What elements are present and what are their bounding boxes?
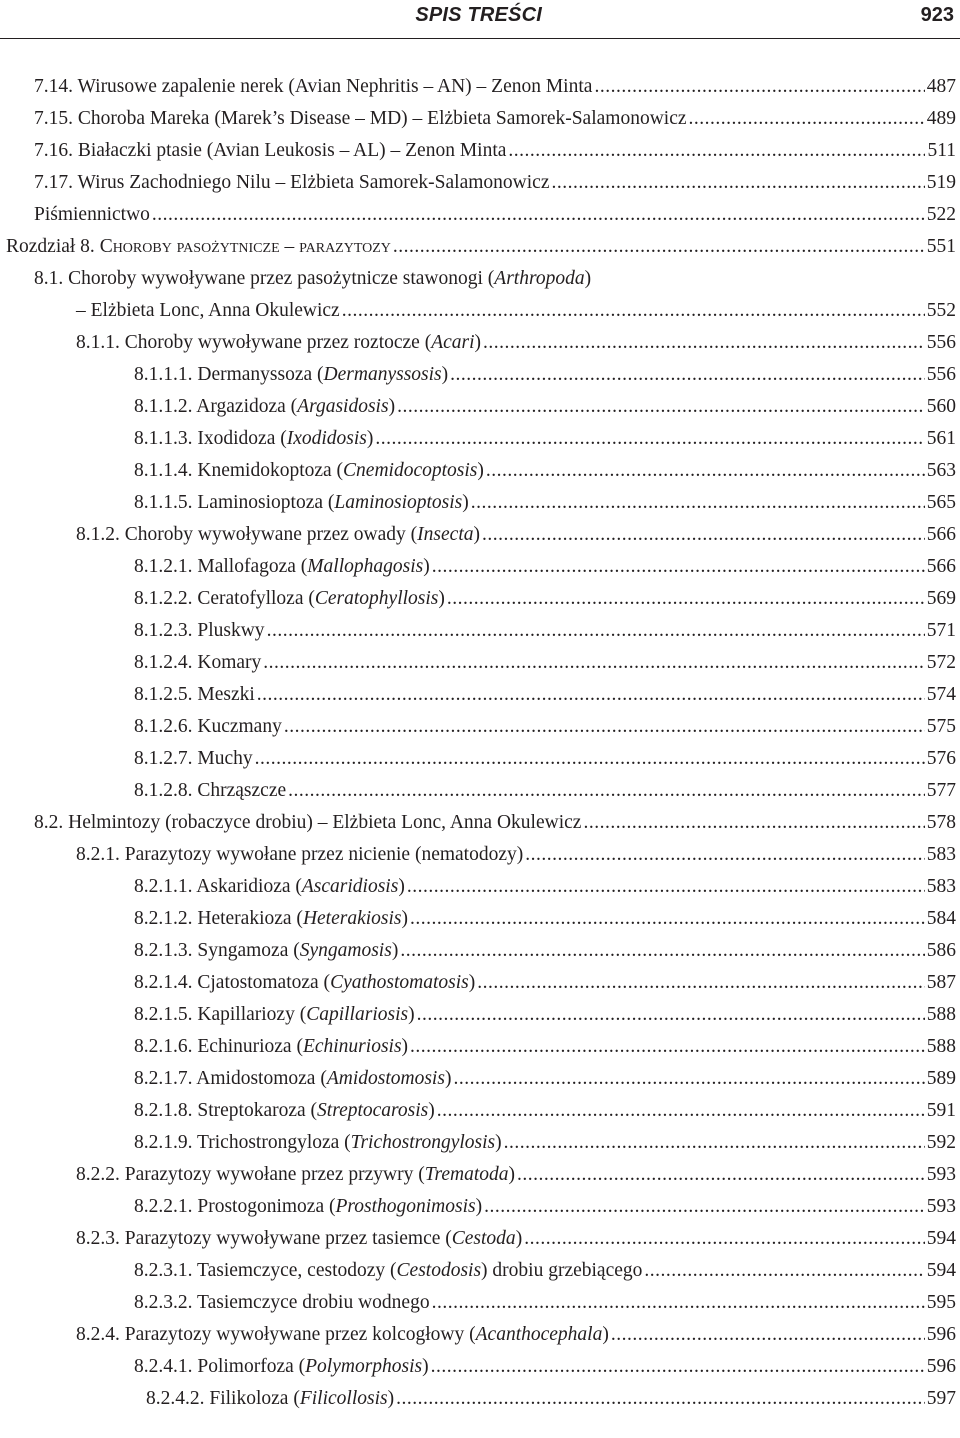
toc-entry-text: 8.2.1.9. Trichostrongyloza (: [134, 1132, 351, 1153]
toc-entry-latin-name: Polymorphosis: [305, 1356, 423, 1377]
toc-entry-text: ) drobiu grzebiącego: [481, 1260, 643, 1281]
toc-leader-dots: [284, 713, 925, 741]
toc-entry-text: ): [495, 1132, 502, 1153]
header-page-number: 923: [920, 4, 954, 26]
toc-page-number: 566: [926, 556, 956, 577]
toc-entry-text: 8.2.4. Parazytozy wywoływane przez kolcogłowy (: [76, 1324, 476, 1345]
toc-page-number: 560: [926, 396, 956, 417]
toc-entry-text: 8.1.2.7. Muchy: [134, 748, 253, 769]
toc-page-number: 596: [926, 1324, 956, 1345]
toc-entry[interactable]: [134, 905, 956, 933]
toc-entry[interactable]: [134, 1257, 956, 1285]
toc-entry[interactable]: [34, 137, 956, 165]
toc-entry-text: 8.2.1.1. Askaridioza (: [134, 876, 302, 897]
toc-leader-dots: [397, 393, 925, 421]
toc-entry-text: 8.1.2.3. Pluskwy: [134, 620, 265, 641]
toc-entry-text: 7.17. Wirus Zachodniego Nilu – Elżbieta Samorek-Salamonowicz: [34, 172, 550, 193]
toc-entry-title: [134, 361, 448, 389]
toc-entry[interactable]: [134, 1001, 956, 1029]
toc-leader-dots: [453, 1065, 924, 1093]
toc-leader-dots: [583, 809, 924, 837]
toc-page-number: 569: [926, 588, 956, 609]
toc-entry-text: ): [423, 556, 430, 577]
toc-page-number: 511: [927, 140, 956, 161]
toc-entry[interactable]: [134, 777, 956, 805]
toc-leader-dots: [288, 777, 925, 805]
toc-entry-text: 8.1.2.6. Kuczmany: [134, 716, 282, 737]
toc-entry-title: [134, 1289, 430, 1317]
toc-entry-title: [134, 681, 255, 709]
toc-entry-latin-name: Capillariosis: [306, 1004, 409, 1025]
toc-leader-dots: [152, 201, 925, 229]
toc-entry[interactable]: [134, 1097, 956, 1125]
toc-page-number: 489: [926, 108, 956, 129]
toc-entry-title: [134, 1193, 482, 1221]
toc-entry-text: ): [474, 332, 482, 353]
toc-page-number: 591: [926, 1100, 956, 1121]
toc-entry-text: 8.2.4.1. Polimorfoza (: [134, 1356, 306, 1377]
toc-leader-dots: [255, 745, 925, 773]
toc-entry-title: [134, 617, 265, 645]
toc-entry[interactable]: [76, 521, 956, 549]
toc-page-number: 584: [926, 908, 956, 929]
toc-entry-text: 8.1.1. Choroby wywoływane przez roztocze (: [76, 332, 432, 353]
toc-entry-text: 8.1.2.4. Komary: [134, 652, 262, 673]
toc-entry[interactable]: [134, 937, 956, 965]
toc-entry-latin-name: Cnemidocoptosis: [343, 460, 478, 481]
toc-entry-title: [34, 105, 687, 133]
toc-entry-text: ): [584, 268, 592, 289]
toc-page-number: 563: [926, 460, 956, 481]
toc-page-number: 583: [926, 844, 956, 865]
toc-entry-latin-name: Trichostrongylosis: [350, 1132, 496, 1153]
toc-entry-text: 8.1. Choroby wywoływane przez pasożytnicze stawonogi (: [34, 268, 495, 289]
toc-leader-dots: [525, 841, 925, 869]
toc-entry-text: 8.2. Helmintozy (robaczyce drobiu) – Elżbieta Lonc, Anna Okulewicz: [34, 812, 582, 833]
toc-page-number: 577: [926, 780, 956, 801]
toc-entry-title: [134, 1353, 429, 1381]
toc-page-number: 588: [926, 1004, 956, 1025]
toc-entry[interactable]: [6, 233, 956, 261]
toc-entry-title: [134, 713, 282, 741]
toc-page-number: 576: [926, 748, 956, 769]
toc-entry[interactable]: [76, 841, 956, 869]
toc-entry-text: Rozdział 8.: [6, 236, 100, 257]
toc-entry-title: [34, 137, 506, 165]
toc-leader-dots: [447, 585, 925, 613]
toc-page-number: 572: [926, 652, 956, 673]
toc-entry-latin-name: Argasidosis: [297, 396, 389, 417]
toc-entry[interactable]: [134, 969, 956, 997]
toc-leader-dots: [508, 137, 925, 165]
toc-entry[interactable]: [34, 73, 956, 101]
toc-page-number: 587: [926, 972, 956, 993]
toc-leader-dots: [432, 1289, 925, 1317]
toc-entry-text: ): [401, 1036, 409, 1057]
toc-page-number: 522: [926, 204, 956, 225]
toc-leader-dots: [486, 457, 925, 485]
toc-entry-text: ): [477, 460, 484, 481]
toc-leader-dots: [477, 969, 925, 997]
toc-entry-text: Choroby pasożytnicze – parazytozy: [99, 236, 391, 257]
toc-page-number: 575: [926, 716, 956, 737]
toc-entry-text: – Elżbieta Lonc, Anna Okulewicz: [76, 300, 340, 321]
toc-page-number: 571: [926, 620, 956, 641]
toc-entry-text: 8.1.1.1. Dermanyssoza (: [134, 364, 324, 385]
toc-page-number: 592: [926, 1132, 956, 1153]
toc-entry-title: [76, 297, 340, 325]
toc-entry-title: [134, 649, 261, 677]
toc-leader-dots: [432, 553, 925, 581]
toc-page-number: 595: [926, 1292, 956, 1313]
toc-entry-text: ): [515, 1228, 523, 1249]
toc-entry-title: [134, 777, 286, 805]
toc-entry-title: [146, 1385, 394, 1413]
toc-entry[interactable]: [134, 1129, 956, 1157]
toc-entry-title: [134, 553, 430, 581]
toc-leader-dots: [611, 1321, 925, 1349]
toc-entry-text: 8.2.2.1. Prostogonimoza (: [134, 1196, 336, 1217]
toc-entry-latin-name: Insecta: [417, 524, 474, 545]
toc-leader-dots: [400, 937, 924, 965]
toc-page-number: 593: [926, 1196, 956, 1217]
toc-leader-dots: [524, 1225, 925, 1253]
toc-page-number: 566: [926, 524, 956, 545]
toc-entry[interactable]: [76, 1225, 956, 1253]
toc-entry-text: 8.2.1.6. Echinurioza (: [134, 1036, 303, 1057]
toc-entry-title: [34, 169, 549, 197]
toc-entry-latin-name: Prosthogonimosis: [335, 1196, 476, 1217]
toc-entry-text: ): [387, 1388, 395, 1409]
header-title: SPIS TREŚCI: [415, 4, 542, 26]
toc-page-number: 565: [926, 492, 956, 513]
toc-entry-latin-name: Acari: [431, 332, 475, 353]
toc-entry-title: [134, 425, 373, 453]
toc-entry-text: ): [468, 972, 476, 993]
toc-entry-text: Piśmiennictwo: [34, 204, 150, 225]
toc-entry-text: 8.1.2. Choroby wywoływane przez owady (: [76, 524, 418, 545]
toc-entry-title: [76, 329, 481, 357]
toc-entry-text: ): [388, 396, 396, 417]
toc-leader-dots: [257, 681, 925, 709]
toc-page-number: 578: [926, 812, 956, 833]
toc-entry-text: 8.2.1.5. Kapillariozy (: [134, 1004, 307, 1025]
toc-page-number: 593: [926, 1164, 956, 1185]
toc-entry-text: 8.1.1.3. Ixodidoza (: [134, 428, 287, 449]
toc-entry[interactable]: [134, 1193, 956, 1221]
toc-leader-dots: [393, 233, 925, 261]
toc-entry-text: 8.2.1. Parazytozy wywołane przez nicienie (nematodozy): [76, 844, 524, 865]
toc-entry-latin-name: Arthropoda: [494, 268, 585, 289]
toc-entry-latin-name: Dermanyssosis: [323, 364, 442, 385]
toc-entry-text: ): [398, 876, 405, 897]
toc-entry[interactable]: [34, 265, 591, 293]
toc-entry[interactable]: [134, 457, 956, 485]
toc-entry-latin-name: Cestodosis: [396, 1260, 482, 1281]
toc-entry-title: [134, 745, 253, 773]
toc-entry-title: [34, 201, 150, 229]
toc-entry[interactable]: [134, 585, 956, 613]
toc-entry[interactable]: [76, 1321, 956, 1349]
toc-leader-dots: [450, 361, 925, 389]
toc-leader-dots: [267, 617, 925, 645]
toc-entry[interactable]: [134, 745, 956, 773]
toc-entry-text: 8.1.1.4. Knemidokoptoza (: [134, 460, 344, 481]
toc-entry[interactable]: [76, 1161, 956, 1189]
toc-entry-latin-name: Cestoda: [451, 1228, 516, 1249]
toc-entry-latin-name: Echinuriosis: [302, 1036, 402, 1057]
toc-entry-latin-name: Syngamosis: [299, 940, 392, 961]
toc-entry-text: 8.2.1.7. Amidostomoza (: [134, 1068, 327, 1089]
toc-leader-dots: [594, 73, 924, 101]
toc-entry[interactable]: [134, 361, 956, 389]
toc-entry[interactable]: [34, 201, 956, 229]
toc-entry[interactable]: [134, 489, 956, 517]
toc-entry-title: [134, 905, 408, 933]
toc-entry-text: 8.2.3. Parazytozy wywoływane przez tasiemce (: [76, 1228, 452, 1249]
toc-entry-latin-name: Cyathostomatosis: [330, 972, 469, 993]
toc-entry-text: 7.16. Białaczki ptasie (Avian Leukosis – AL) – Zenon Minta: [34, 140, 507, 161]
toc-leader-dots: [689, 105, 925, 133]
toc-entry-text: 8.2.3.1. Tasiemczyce, cestodozy (: [134, 1260, 397, 1281]
toc-entry[interactable]: [146, 1385, 956, 1413]
toc-entry-text: 8.1.2.1. Mallofagoza (: [134, 556, 308, 577]
toc-page-number: 588: [926, 1036, 956, 1057]
toc-entry-title: [76, 521, 480, 549]
toc-page-number: 552: [926, 300, 956, 321]
toc-page-number: 551: [926, 236, 956, 257]
toc-page-number: 596: [926, 1356, 956, 1377]
toc-entry[interactable]: [134, 617, 956, 645]
toc-leader-dots: [471, 489, 925, 517]
toc-entry-title: [76, 1225, 522, 1253]
toc-entry-latin-name: Ceratophyllosis: [314, 588, 439, 609]
toc-leader-dots: [644, 1257, 924, 1285]
toc-entry-text: ): [428, 1100, 435, 1121]
toc-leader-dots: [551, 169, 924, 197]
toc-entry-text: ): [391, 940, 399, 961]
toc-entry-title: [134, 1097, 435, 1125]
toc-entry[interactable]: [134, 649, 956, 677]
toc-page-number: 583: [926, 876, 956, 897]
toc-entry-text: ): [462, 492, 469, 513]
toc-entry-title: [134, 937, 398, 965]
toc-entry-text: 8.2.4.2. Filikoloza (: [146, 1388, 300, 1409]
toc-entry-text: 8.1.2.8. Chrząszcze: [134, 780, 287, 801]
toc-leader-dots: [482, 521, 925, 549]
toc-entry-text: 7.15. Choroba Mareka (Marek’s Disease – MD) – Elżbieta Samorek-Salamonowicz: [34, 108, 687, 129]
toc-entry[interactable]: [34, 105, 956, 133]
toc-entry-text: ): [602, 1324, 609, 1345]
toc-entry-text: 8.1.2.2. Ceratofylloza (: [134, 588, 315, 609]
toc-entry-text: ): [475, 1196, 483, 1217]
toc-page-number: 597: [926, 1388, 956, 1409]
toc-entry-text: 8.1.1.5. Laminosioptoza (: [134, 492, 335, 513]
toc-leader-dots: [417, 1001, 925, 1029]
toc-entry[interactable]: [134, 681, 956, 709]
toc-entry-text: ): [473, 524, 480, 545]
toc-entry-title: [76, 1161, 515, 1189]
toc-leader-dots: [342, 297, 925, 325]
toc-entry-title: [134, 1129, 502, 1157]
toc-entry[interactable]: [134, 425, 956, 453]
toc-entry[interactable]: [134, 873, 956, 901]
toc-page-number: 586: [926, 940, 956, 961]
toc-entry-title: [6, 233, 391, 261]
toc-entry-text: 8.2.2. Parazytozy wywołane przez przywry (: [76, 1164, 425, 1185]
toc-entry-text: 8.1.2.5. Meszki: [134, 684, 255, 705]
toc-entry-title: [134, 1065, 451, 1093]
toc-leader-dots: [431, 1353, 925, 1381]
toc-page-number: 561: [926, 428, 956, 449]
toc-page-number: 487: [926, 76, 956, 97]
toc-entry-latin-name: Ascaridiosis: [301, 876, 399, 897]
toc-entry-latin-name: Mallophagosis: [307, 556, 424, 577]
toc-entry-text: ): [438, 588, 445, 609]
toc-entry-title: [134, 457, 484, 485]
toc-entry[interactable]: [76, 297, 956, 325]
toc-entry-text: 8.2.1.8. Streptokaroza (: [134, 1100, 318, 1121]
toc-entry[interactable]: [76, 329, 956, 357]
toc-entry-text: 8.2.3.2. Tasiemczyce drobiu wodnego: [134, 1292, 430, 1313]
toc-entry-title: [134, 1001, 415, 1029]
toc-entry-text: 8.2.1.4. Cjatostomatoza (: [134, 972, 331, 993]
toc-entry-text: ): [508, 1164, 515, 1185]
toc-entry[interactable]: [134, 553, 956, 581]
toc-entry-title: [34, 265, 591, 293]
toc-entry[interactable]: [34, 809, 956, 837]
toc-entry-latin-name: Ixodidosis: [286, 428, 367, 449]
toc-entry-text: 8.2.1.3. Syngamoza (: [134, 940, 300, 961]
toc-entry-title: [134, 969, 475, 997]
toc-entry-title: [134, 489, 469, 517]
toc-entry-text: ): [401, 908, 409, 929]
toc-page-number: 594: [926, 1260, 956, 1281]
toc-leader-dots: [504, 1129, 925, 1157]
toc-entry-text: 7.14. Wirusowe zapalenie nerek (Avian Nephritis – AN) – Zenon Minta: [34, 76, 593, 97]
toc-entry-latin-name: Acanthocephala: [475, 1324, 603, 1345]
toc-entry[interactable]: [134, 393, 956, 421]
toc-leader-dots: [396, 1385, 925, 1413]
toc-leader-dots: [263, 649, 924, 677]
toc-entry-title: [76, 1321, 609, 1349]
toc-leader-dots: [437, 1097, 925, 1125]
toc-entry-text: 8.2.1.2. Heterakioza (: [134, 908, 303, 929]
toc-page-number: 556: [926, 364, 956, 385]
toc-page-number: 556: [926, 332, 956, 353]
toc-entry-title: [34, 73, 592, 101]
toc-entry[interactable]: [134, 1065, 956, 1093]
toc-entry-text: 8.1.1.2. Argazidoza (: [134, 396, 298, 417]
toc-entry[interactable]: [134, 1353, 956, 1381]
toc-entry-title: [134, 1033, 408, 1061]
toc-entry[interactable]: [134, 1033, 956, 1061]
toc-leader-dots: [484, 1193, 925, 1221]
toc-entry[interactable]: [34, 169, 956, 197]
toc-leader-dots: [483, 329, 925, 357]
toc-entry-title: [134, 1257, 642, 1285]
toc-entry-text: ): [444, 1068, 452, 1089]
toc-entry-text: ): [441, 364, 449, 385]
toc-entry[interactable]: [134, 713, 956, 741]
toc-entry-text: ): [366, 428, 374, 449]
toc-leader-dots: [517, 1161, 925, 1189]
toc-entry-text: ): [422, 1356, 429, 1377]
toc-entry-latin-name: Trematoda: [424, 1164, 509, 1185]
toc-entry-latin-name: Streptocarosis: [317, 1100, 429, 1121]
toc-entry-title: [134, 873, 405, 901]
toc-entry-latin-name: Laminosioptosis: [334, 492, 463, 513]
toc-leader-dots: [407, 873, 925, 901]
toc-entry-title: [34, 809, 581, 837]
toc-entry-title: [134, 393, 395, 421]
toc-leader-dots: [410, 905, 925, 933]
toc-entry-latin-name: Filicollosis: [299, 1388, 388, 1409]
toc-entry-title: [76, 841, 523, 869]
toc-leader-dots: [375, 425, 924, 453]
toc-page-number: 574: [926, 684, 956, 705]
toc-page-number: 589: [926, 1068, 956, 1089]
toc-page-number: 594: [926, 1228, 956, 1249]
toc-entry-latin-name: Heterakiosis: [302, 908, 402, 929]
toc-page-number: 519: [926, 172, 956, 193]
toc-entry[interactable]: [134, 1289, 956, 1317]
toc-entry-title: [134, 585, 445, 613]
toc-entry-latin-name: Amidostomosis: [326, 1068, 445, 1089]
toc-leader-dots: [410, 1033, 925, 1061]
toc-entry-text: ): [408, 1004, 415, 1025]
